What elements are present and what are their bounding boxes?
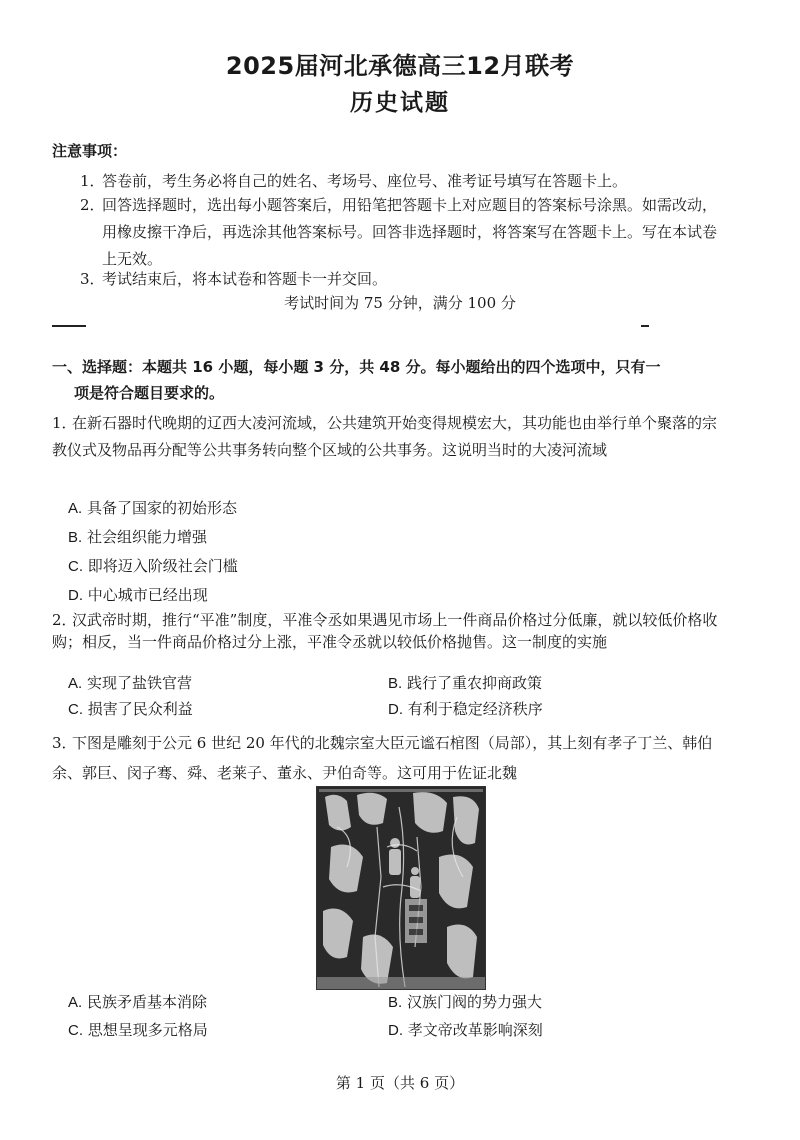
note-text: 答卷前，考生务必将自己的姓名、考场号、座位号、准考证号填写在答题卡上。: [102, 172, 628, 190]
question-2-option-a[interactable]: A. 实现了盐铁官营: [68, 674, 192, 692]
question-2-option-b[interactable]: B. 践行了重农抑商政策: [388, 674, 542, 692]
note-number: 3．: [80, 270, 105, 288]
question-1-stem: [52, 410, 724, 464]
divider-mark: [641, 325, 649, 327]
question-1-option-c[interactable]: C. 即将迈入阶级社会门槛: [68, 557, 238, 575]
question-1-option-a[interactable]: A. 具备了国家的初始形态: [68, 499, 237, 517]
question-number: 3．: [52, 734, 77, 752]
page-number: 第 1 页（共 6 页）: [335, 1074, 465, 1092]
note-item: [80, 192, 720, 273]
question-1-option-b[interactable]: B. 社会组织能力增强: [68, 528, 207, 546]
question-3-option-b[interactable]: B. 汉族门阀的势力强大: [388, 993, 542, 1011]
question-2-option-d[interactable]: D. 有利于稳定经济秩序: [388, 700, 543, 718]
question-number: 2．: [52, 611, 77, 629]
subject-title: 历史试题: [350, 90, 450, 116]
note-text: 回答选择题时，选出每小题答案后，用铅笔把答题卡上对应题目的答案标号涂黑。如需改动，用橡皮擦干净后，再选涂其他答案标号。回答非选择题时，将答案写在答题卡上。写在本试卷上无效。: [102, 196, 718, 268]
question-3-option-d[interactable]: D. 孝文帝改革影响深刻: [388, 1021, 543, 1039]
exam-time-info: 考试时间为 75 分钟，满分 100 分: [284, 294, 516, 312]
question-1-option-d[interactable]: D. 中心城市已经出现: [68, 586, 208, 604]
note-item: [80, 168, 720, 195]
question-3-option-c[interactable]: C. 思想呈现多元格局: [68, 1021, 208, 1039]
stone-coffin-engraving-image: [316, 786, 486, 990]
note-number: 2．: [80, 196, 105, 214]
section-heading-line: 一、选择题：本题共 16 小题，每小题 3 分，共 48 分。每小题给出的四个选项中，只有一: [52, 358, 661, 376]
question-text: 在新石器时代晚期的辽西大凌河流域，公共建筑开始变得规模宏大，其功能也由举行单个聚落的宗教仪式及物品再分配等公共事务转向整个区域的公共事务。这说明当时的大凌河流域: [52, 414, 718, 459]
question-3-stem: [52, 728, 724, 788]
question-number: 1．: [52, 414, 77, 432]
note-text: 考试结束后，将本试卷和答题卡一并交回。: [102, 270, 388, 288]
note-number: 1．: [80, 172, 105, 190]
question-text: 下图是雕刻于公元 6 世纪 20 年代的北魏宗室大臣元谧石棺图（局部），其上刻有孝子丁兰、韩伯余、郭巨、闵子骞、舜、老莱子、董永、尹伯奇等。这可用于佐证北魏: [52, 734, 713, 782]
divider-line: [52, 325, 86, 327]
engraving-illustration: [317, 787, 485, 989]
question-2-stem: [52, 609, 724, 653]
section-heading: [52, 354, 724, 406]
section-heading-line: 项是符合题目要求的。: [74, 384, 225, 402]
notes-heading: 注意事项：: [52, 142, 128, 160]
note-item: [80, 266, 720, 293]
question-3-option-a[interactable]: A. 民族矛盾基本消除: [68, 993, 207, 1011]
question-2-option-c[interactable]: C. 损害了民众利益: [68, 700, 193, 718]
exam-title: 2025届河北承德高三12月联考: [225, 52, 575, 80]
question-text: 汉武帝时期，推行“平准”制度，平准令丞如果遇见市场上一件商品价格过分低廉，就以较低价格收购；相反，当一件商品价格过分上涨，平准令丞就以较低价格抛售。这一制度的实施: [52, 611, 718, 651]
